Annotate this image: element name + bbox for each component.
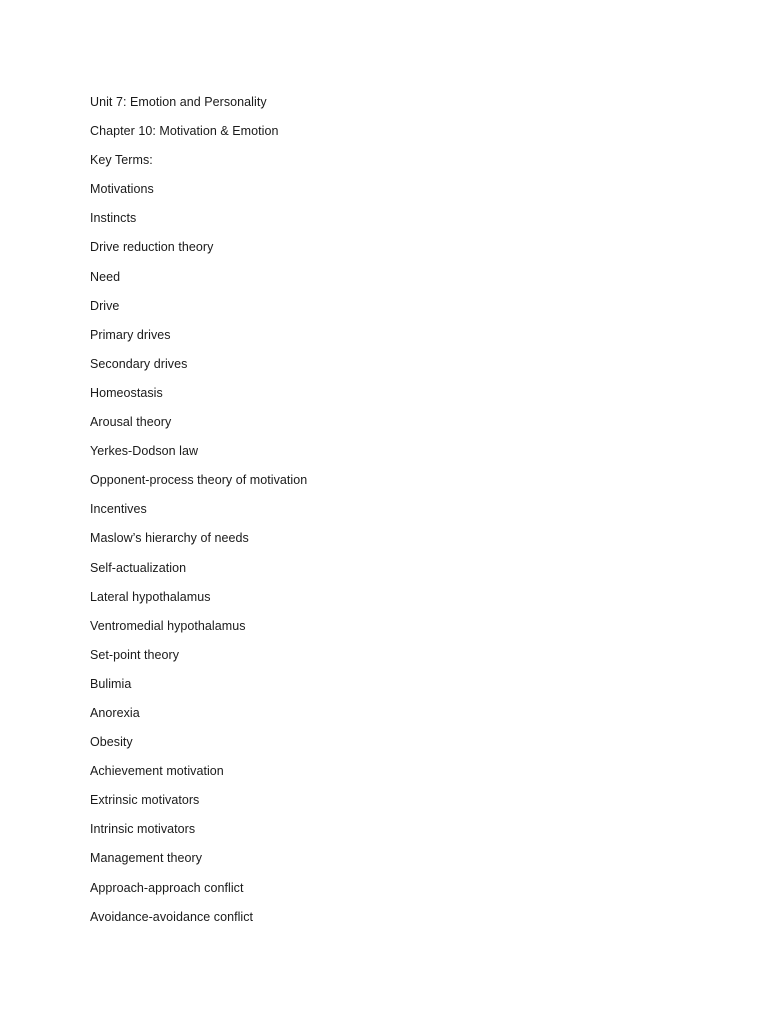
key-term: Instincts (90, 211, 137, 226)
key-term: Incentives (90, 502, 147, 517)
key-term: Homeostasis (90, 385, 163, 400)
key-term: Secondary drives (90, 356, 188, 371)
key-term: Intrinsic motivators (90, 822, 196, 837)
key-term: Extrinsic motivators (90, 793, 200, 808)
key-term: Need (90, 269, 121, 284)
key-term: Self-actualization (90, 560, 187, 575)
key-term: Primary drives (90, 327, 171, 342)
key-term: Lateral hypothalamus (90, 589, 211, 604)
key-term: Ventromedial hypothalamus (90, 618, 246, 633)
key-term: Motivations (90, 182, 154, 197)
key-term: Opponent-process theory of motivation (90, 473, 308, 488)
key-term: Avoidance-avoidance conflict (90, 909, 254, 924)
key-term: Drive reduction theory (90, 240, 214, 255)
key-term: Bulimia (90, 676, 132, 691)
key-term: Approach-approach conflict (90, 880, 244, 895)
key-term: Achievement motivation (90, 764, 224, 779)
key-term: Maslow’s hierarchy of needs (90, 531, 249, 546)
key-term: Drive (90, 298, 120, 313)
unit-title: Unit 7: Emotion and Personality (90, 95, 267, 109)
key-term: Yerkes-Dodson law (90, 444, 199, 459)
key-term: Management theory (90, 851, 203, 866)
key-terms-heading: Key Terms: (90, 153, 153, 168)
chapter-title: Chapter 10: Motivation & Emotion (90, 124, 279, 139)
key-term: Set-point theory (90, 647, 180, 662)
document-text (90, 92, 307, 936)
key-term: Anorexia (90, 705, 140, 720)
key-term: Obesity (90, 735, 133, 750)
key-term: Arousal theory (90, 415, 172, 430)
